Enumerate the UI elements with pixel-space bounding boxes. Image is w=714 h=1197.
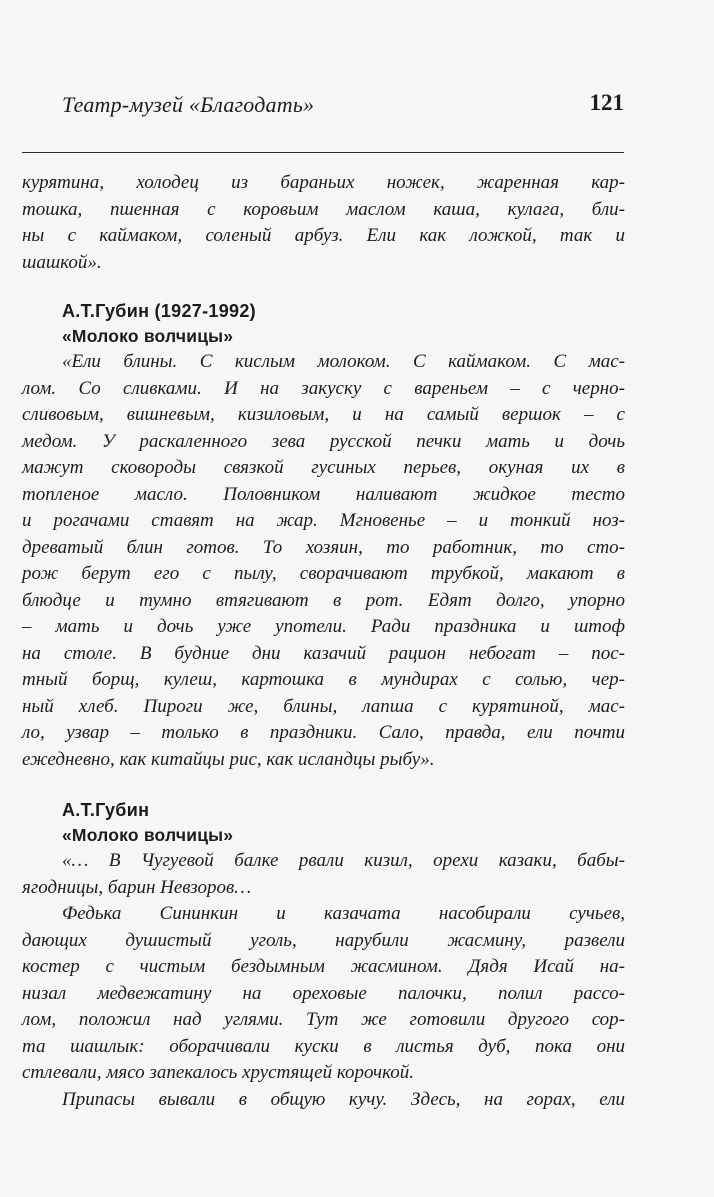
text-line: курятина, холодец из бараньих ножек, жаренная кар- [22,172,625,193]
text-line: дающих душистый уголь, нарубили жасмину, развели [22,929,625,951]
text-line: Федька Сининкин и казачата насобирали сучьев, [62,903,625,924]
text-line: ный хлеб. Пироги же, блины, лапша с курятиной, мас- [22,695,625,717]
text-line: топленое масло. Половником наливают жидкое тесто [22,483,625,505]
section-work-title: «Молоко волчицы» [62,326,234,346]
section-heading [22,797,625,848]
text-line: рож берут его с пылу, сворачивают трубкой, макают в [22,563,625,584]
section-author: А.Т.Губин [62,800,150,820]
text-line: ягодницы, барин Невзоров… [22,876,252,898]
text-line: тошка, пшенная с коровьим маслом каша, кулага, бли- [22,198,625,220]
text-line: древатый блин готов. То хозяин, то работник, то сто- [22,536,625,558]
page-number: 121 [589,90,624,115]
text-line: лом, положил над углями. Тут же готовили другого сор- [22,1009,625,1030]
text-line: низал медвежатину на ореховые палочки, полил рассо- [22,982,625,1004]
text-line: Припасы вывали в общую кучу. Здесь, на горах, ели [62,1088,625,1110]
quote-paragraph [22,848,625,1113]
text-line: костер с чистым бездымным жасмином. Дядя Исай на- [22,956,625,977]
text-line: «Ели блины. С кислым молоком. С каймаком. С мас- [62,351,625,372]
text-line: блюдце и тумно втягивают в рот. Едят долго, упорно [22,589,625,611]
text-line: ло, узвар – только в праздники. Сало, правда, ели почти [22,722,625,743]
text-line: сливовым, вишневым, кизиловым, и на самый вершок – с [22,404,625,425]
text-line: – мать и дочь уже употели. Ради праздника и штоф [22,616,625,637]
section-heading [22,298,625,349]
text-line: лом. Со сливками. И на закуску с вареньем – с черно- [22,377,625,399]
header-rule [22,152,624,153]
text-line: шашкой». [22,251,102,273]
body-text [22,170,625,1113]
text-line: ежедневно, как китайцы рис, как исландцы рыбу». [22,748,435,770]
continuation-paragraph [22,170,625,276]
text-line: на столе. В будние дни казачий рацион небогат – пос- [22,642,625,664]
text-line: «… В Чугуевой балке рвали кизил, орехи казаки, бабы- [62,850,625,871]
text-line: мажут сковороды связкой гусиных перьев, окуная их в [22,457,625,478]
section-work-title: «Молоко волчицы» [62,825,234,845]
text-line: та шашлык: оборачивали куски в листья дуб, пока они [22,1035,625,1057]
text-line: медом. У раскаленного зева русской печки мать и дочь [22,430,625,452]
text-line: тный борщ, кулеш, картошка в мундирах с солью, чер- [22,669,625,690]
text-line: ны с каймаком, соленый арбуз. Ели как ложкой, так и [22,225,625,246]
quote-paragraph [22,349,625,773]
section-author: А.Т.Губин (1927-1992) [62,301,256,321]
text-line: стлевали, мясо запекалось хрустящей корочкой. [22,1062,415,1083]
running-title: Театр-музей «Благодать» [62,92,315,117]
running-head [62,90,624,124]
text-line: и рогачами ставят на жар. Мгновенье – и тонкий ноз- [22,510,625,531]
